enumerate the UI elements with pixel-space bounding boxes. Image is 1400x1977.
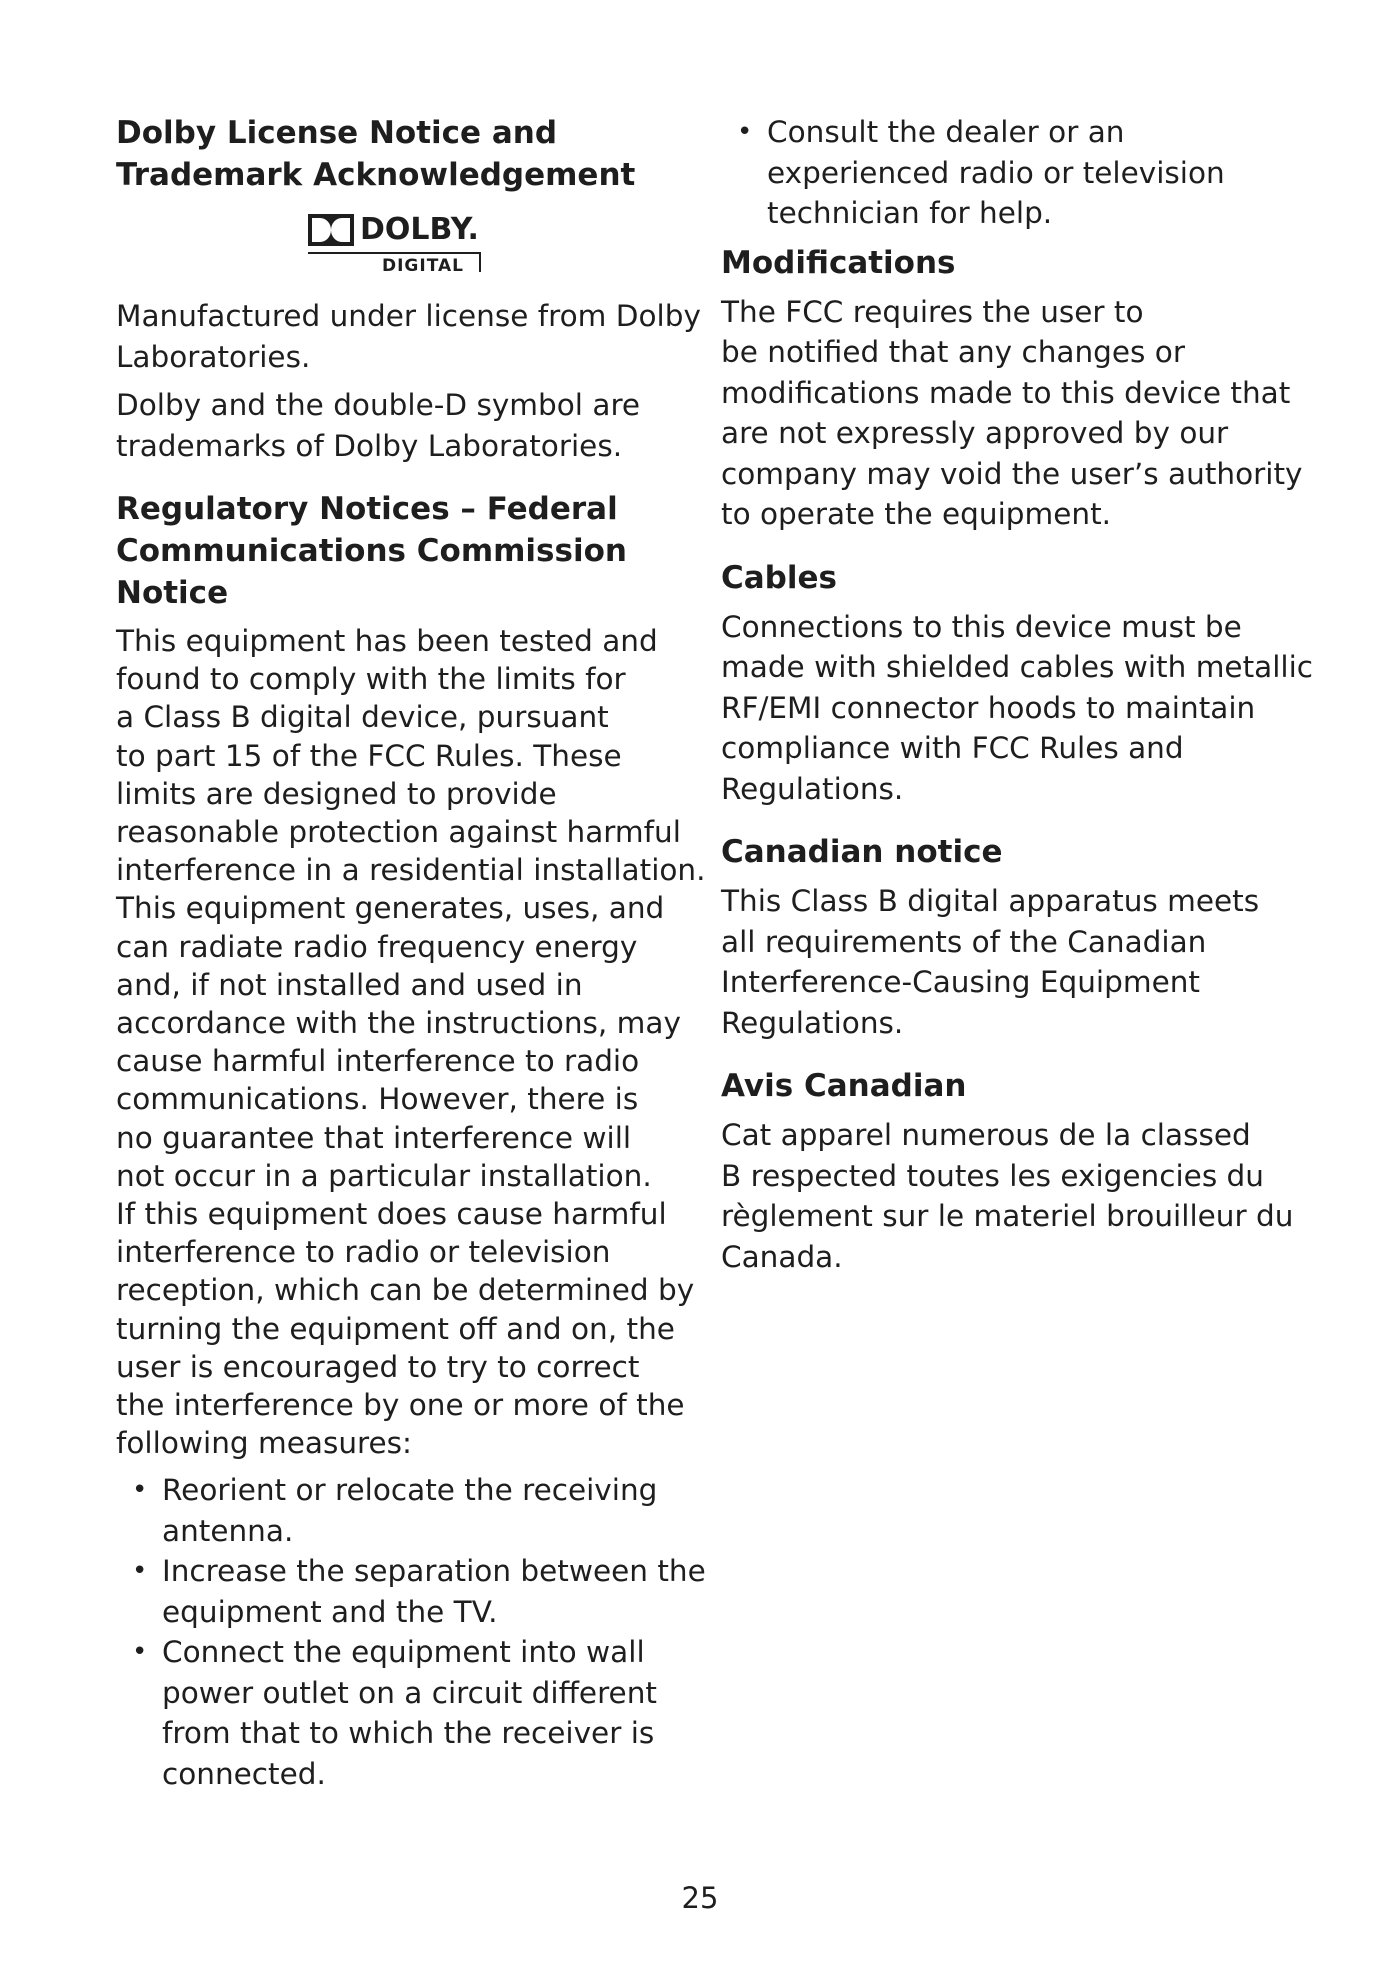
dolby-digital-text: DIGITAL [382,256,464,276]
fcc-measures-list-continued [721,112,1311,234]
list-item: • Consult the dealer or an experienced radio or television technician for help. [721,112,1311,234]
logo-tick [479,252,481,272]
dolby-license-paragraph: Manufactured under license from Dolby Laboratories. [116,299,701,374]
bullet-icon: • [132,1475,148,1506]
dolby-wordmark: DOLBY. [360,212,479,247]
bullet-icon: • [737,117,753,147]
list-item: • Connect the equipment into wall power outlet on a circuit different from that to which the receiver is connected. [116,1632,691,1794]
right-column [721,112,1314,1277]
dolby-heading: Dolby License Notice and Trademark Acknowledgement [116,115,636,193]
fcc-measures-list [116,1470,706,1794]
fcc-heading: Regulatory Notices – Federal Communications Commission Notice [116,491,627,611]
left-column [116,112,706,1794]
modifications-heading: Modifications [721,244,956,281]
dolby-trademark-paragraph: Dolby and the double-D symbol are trademarks of Dolby Laboratories. [116,388,641,463]
bullet-icon: • [132,1637,148,1668]
canadian-notice-paragraph: This Class B digital apparatus meets all requirements of the Canadian Interference-Causing Equipment Regulations. [721,884,1260,1040]
fcc-body-paragraph: This equipment has been tested and found to comply with the limits for a Class B digital device, pursuant to part 15 of the FCC Rules. These limits are designed to provide reasonable protection against harmful interference in a residential installation. This equipment generates, uses, and can radiate radio frequency energy and, if not installed and used in accordance with the instructions, may cause harmful interference to radio communications. However, there is no guarantee that interference will not occur in a particular installation. If this equipment does cause harmful interference to radio or television reception, which can be determined by turning the equipment off and on, the user is encouraged to try to correct the interference by one or more of the following measures: [116,624,706,1461]
avis-canadian-heading: Avis Canadian [721,1068,967,1104]
page-number: 25 [681,1881,719,1915]
canadian-notice-heading: Canadian notice [721,834,1003,870]
dolby-double-d-icon [308,214,354,246]
avis-canadian-paragraph: Cat apparel numerous de la classed B respected toutes les exigencies du règlement sur le materiel brouilleur du Canada. [721,1118,1294,1274]
dolby-digital-logo [308,212,488,274]
list-item: • Increase the separation between the equipment and the TV. [116,1551,691,1632]
list-item: • Reorient or relocate the receiving antenna. [116,1470,691,1551]
cables-heading: Cables [721,559,837,596]
bullet-icon: • [132,1556,148,1587]
cables-paragraph: Connections to this device must be made with shielded cables with metallic RF/EMI connector hoods to maintain compliance with FCC Rules and Regulations. [721,609,1314,806]
modifications-paragraph: The FCC requires the user to be notified that any changes or modifications made to this device that are not expressly approved by our company may void the user’s authority to operate the equipment. [721,294,1303,531]
logo-rule [308,252,480,254]
